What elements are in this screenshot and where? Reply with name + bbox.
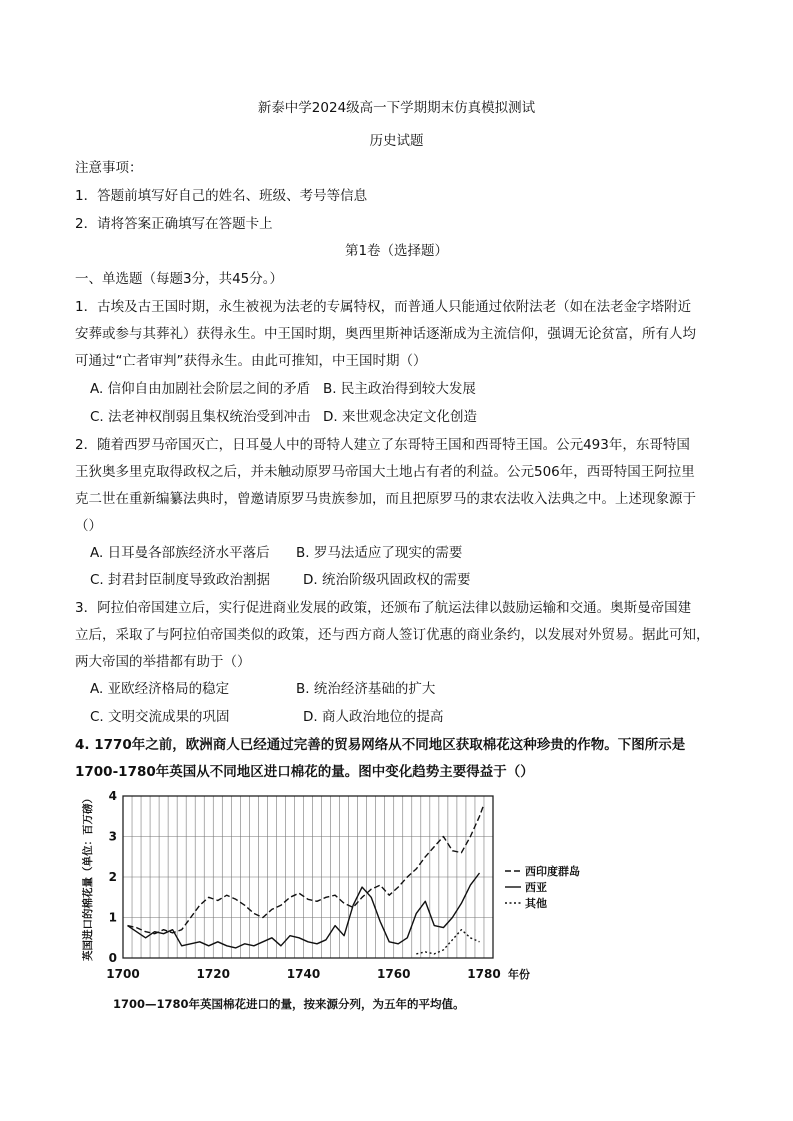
notice-heading: 注意事项：: [75, 160, 143, 176]
volume-heading: 第1卷（选择题）: [344, 243, 449, 259]
y-tick-label: 4: [108, 789, 117, 803]
question-text-line: （）: [75, 518, 102, 534]
y-axis-label: 英国进口的棉花量（单位：百万磅）: [82, 793, 94, 961]
x-tick-labels: [106, 967, 500, 981]
series-lines: [128, 804, 485, 954]
option-b[interactable]: B. 民主政治得到较大发展: [323, 381, 476, 397]
y-tick-labels: [109, 789, 117, 965]
option-c[interactable]: C. 封君封臣制度导致政治割据: [90, 572, 271, 588]
option-d[interactable]: D. 商人政治地位的提高: [303, 709, 444, 725]
x-tick-label: 1700: [106, 967, 140, 981]
y-tick-label: 0: [108, 951, 117, 965]
cotton-import-chart: [75, 788, 615, 993]
option-a[interactable]: A. 亚欧经济格局的稳定: [90, 681, 230, 697]
chart-caption: 1700—1780年英国棉花进口的量，按来源分列，为五年的平均值。: [113, 997, 465, 1011]
question-text-line: 王狄奥多里克取得政权之后，并未触动原罗马帝国大土地占有者的利益。公元506年，西哥特国王阿拉里: [75, 464, 695, 480]
question-text-line: 两大帝国的举措都有助于（）: [75, 654, 251, 670]
option-a[interactable]: A. 信仰自由加剧社会阶层之间的矛盾: [90, 381, 311, 397]
y-tick-label: 1: [108, 910, 117, 925]
option-c[interactable]: C. 法老神权削弱且集权统治受到冲击: [90, 409, 311, 425]
question-text-line: 1．古埃及古王国时期，永生被视为法老的专属特权，而普通人只能通过依附法老（如在法老金字塔附近: [75, 299, 692, 315]
question-text-line: 安葬或参与其葬礼）获得永生。中王国时期，奥西里斯神话逐渐成为主流信仰，强调无论贫富，所有人均: [75, 326, 696, 342]
question-text-line: 1700-1780年英国从不同地区进口棉花的量。图中变化趋势主要得益于（）: [75, 764, 534, 780]
option-d[interactable]: D. 来世观念决定文化创造: [323, 409, 477, 425]
question-text-line: 2．随着西罗马帝国灭亡，日耳曼人中的哥特人建立了东哥特王国和西哥特王国。公元493年，东哥特国: [75, 437, 690, 453]
question-text-line: 克二世在重新编纂法典时，曾邀请原罗马贵族参加，而且把原罗马的隶农法收入法典之中。上述现象源于: [75, 491, 696, 507]
option-a[interactable]: A. 日耳曼各部族经济水平落后: [90, 545, 270, 561]
section-heading: 一、单选题（每题3分，共45分。）: [75, 271, 284, 287]
notice-item: 1．答题前填写好自己的姓名、班级、考号等信息: [75, 188, 368, 204]
legend-label: 西亚: [525, 881, 547, 894]
y-tick-label: 3: [108, 829, 117, 844]
exam-title: 新泰中学2024级高一下学期期末仿真模拟测试: [257, 100, 536, 116]
x-tick-label: 1720: [196, 967, 230, 981]
option-c[interactable]: C. 文明交流成果的巩固: [90, 709, 230, 725]
question-text-line: 4. 1770年之前，欧洲商人已经通过完善的贸易网络从不同地区获取棉花这种珍贵的作物。下图所示是: [75, 737, 686, 753]
x-tick-label: 1740: [286, 967, 321, 981]
x-tick-label: 1760: [377, 967, 411, 981]
option-b[interactable]: B. 统治经济基础的扩大: [296, 681, 436, 697]
option-d[interactable]: D. 统治阶级巩固政权的需要: [303, 572, 471, 588]
option-b[interactable]: B. 罗马法适应了现实的需要: [296, 545, 463, 561]
x-tick-label: 1780: [467, 967, 501, 981]
notice-item: 2．请将答案正确填写在答题卡上: [75, 216, 273, 232]
question-text-line: 可通过“亡者审判”获得永生。由此可推知，中王国时期（）: [75, 353, 427, 369]
legend-label: 西印度群岛: [525, 865, 580, 878]
y-tick-label: 2: [108, 870, 117, 884]
chart-grid: [123, 796, 493, 958]
question-text-line: 3．阿拉伯帝国建立后，实行促进商业发展的政策，还颁布了航运法律以鼓励运输和交通。奥斯曼帝国建: [75, 600, 692, 616]
exam-subject: 历史试题: [369, 133, 424, 149]
x-axis-label: 年份: [508, 968, 531, 981]
legend-label: 其他: [525, 897, 547, 910]
question-text-line: 立后，采取了与阿拉伯帝国类似的政策，还与西方商人签订优惠的商业条约，以发展对外贸易。据此可知，: [75, 627, 710, 643]
chart-legend: [505, 864, 580, 910]
